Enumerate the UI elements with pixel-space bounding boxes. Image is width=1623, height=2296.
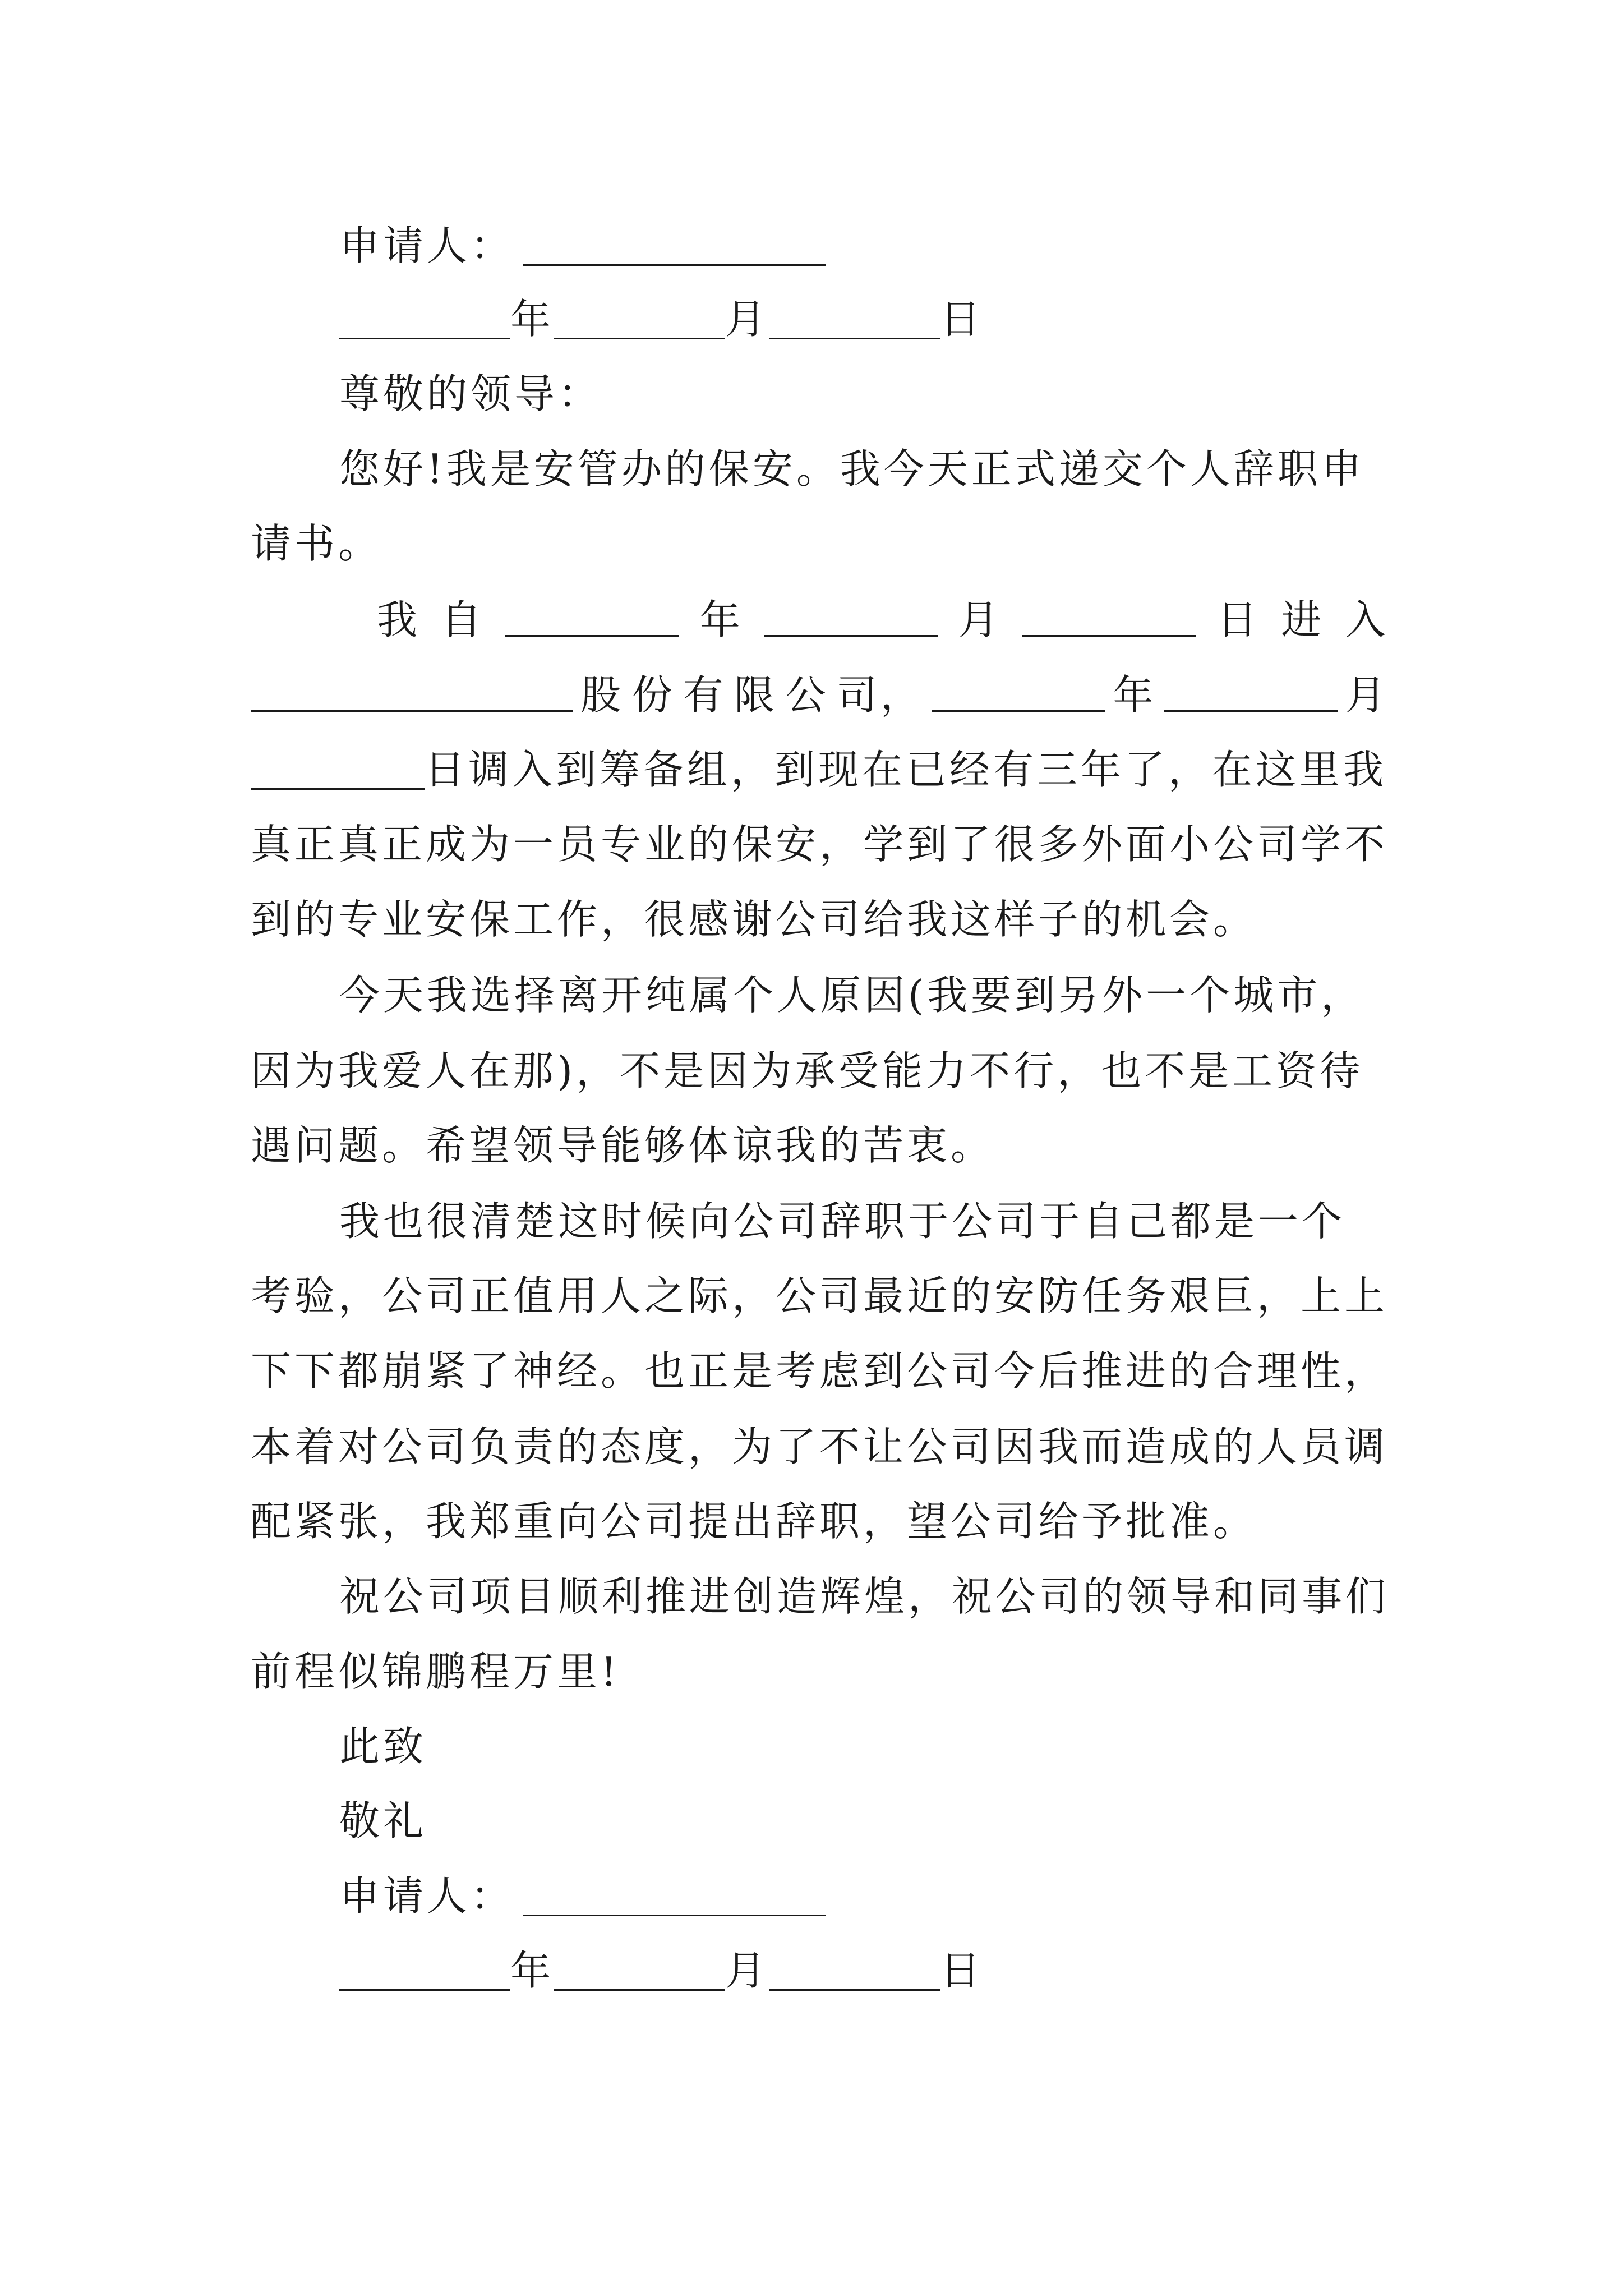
paragraph-2-line-3 <box>251 731 1389 808</box>
paragraph-5-line-1: 祝公司项目顺利推进创造辉煌，祝公司的领导和同事们 <box>339 1573 1390 1620</box>
month-label: 月 <box>725 1947 769 1994</box>
applicant-name-blank <box>523 1883 826 1916</box>
text-token: 月 <box>1345 671 1389 719</box>
year-label: 年 <box>510 1947 555 1994</box>
day-label: 日 <box>940 296 984 343</box>
paragraph-1-line-1: 您好!我是安管办的保安。我今天正式递交个人辞职申 <box>339 445 1365 493</box>
day-blank <box>769 1958 940 1991</box>
paragraph-2-line-1 <box>251 581 1389 659</box>
header-applicant-line <box>251 207 1389 284</box>
paragraph-3-line-3: 遇问题。希望领导能够体谅我的苦衷。 <box>251 1122 995 1169</box>
applicant-label: 申请人： <box>339 222 515 269</box>
text-token: 日 <box>1216 596 1261 643</box>
start-day-blank <box>1022 604 1196 637</box>
text-token: 年 <box>1113 671 1157 719</box>
month-blank <box>554 1958 725 1991</box>
paragraph-4-line-2: 考验，公司正值用人之际，公司最近的安防任务艰巨，上上 <box>251 1272 1389 1319</box>
applicant-name-blank <box>523 233 826 266</box>
closing-line-2: 敬礼 <box>339 1797 427 1844</box>
month-label: 月 <box>725 296 769 343</box>
footer-date-line <box>251 1932 1389 2009</box>
text-token: 月 <box>958 596 1002 643</box>
text-token: 进 <box>1281 596 1325 643</box>
day-label: 日 <box>940 1947 984 1994</box>
salutation: 尊敬的领导： <box>339 370 602 417</box>
paragraph-4-line-4: 本着对公司负责的态度，为了不让公司因我而造成的人员调 <box>251 1423 1389 1470</box>
year-blank <box>339 1958 510 1991</box>
paragraph-2-line-2 <box>251 656 1389 734</box>
text-token: 我 <box>377 596 421 643</box>
text-token: 股 <box>580 671 625 719</box>
text-token: 公 <box>785 671 829 719</box>
year-label: 年 <box>510 296 555 343</box>
start-year-blank <box>505 604 679 637</box>
paragraph-5-line-2: 前程似锦鹏程万里! <box>251 1648 620 1695</box>
transfer-month-blank <box>1164 679 1338 712</box>
transfer-day-blank <box>251 757 425 790</box>
transfer-year-blank <box>932 679 1105 712</box>
text-token: 份 <box>631 671 676 719</box>
start-month-blank <box>764 604 938 637</box>
text-token: 年 <box>699 596 744 643</box>
paragraph-3-line-2: 因为我爱人在那)，不是因为承受能力不行，也不是工资待 <box>251 1047 1364 1094</box>
paragraph-4-line-5: 配紧张，我郑重向公司提出辞职，望公司给予批准。 <box>251 1498 1257 1545</box>
day-blank <box>769 306 940 339</box>
month-blank <box>554 306 725 339</box>
paragraph-2-line-5: 到的专业安保工作，很感谢公司给我这样子的机会。 <box>251 896 1257 943</box>
text-token: 入 <box>1345 596 1389 643</box>
company-name-blank <box>251 679 573 712</box>
paragraph-2-line-4: 真正真正成为一员专业的保安，学到了很多外面小公司学不 <box>251 821 1389 868</box>
applicant-label: 申请人： <box>339 1872 515 1920</box>
paragraph-2-line-3-text: 日调入到筹备组，到现在已经有三年了，在这里我 <box>425 746 1387 793</box>
paragraph-4-line-1: 我也很清楚这时候向公司辞职于公司于自己都是一个 <box>339 1198 1346 1245</box>
text-token: 有 <box>683 671 727 719</box>
text-token: 司， <box>836 671 924 719</box>
text-token: 自 <box>441 596 485 643</box>
year-blank <box>339 306 510 339</box>
closing-line-1: 此致 <box>339 1723 427 1770</box>
header-date-line <box>251 280 1389 358</box>
paragraph-1-line-2: 请书。 <box>251 520 382 567</box>
paragraph-3-line-1: 今天我选择离开纯属个人原因(我要到另外一个城市， <box>339 972 1365 1019</box>
footer-applicant-line <box>251 1857 1389 1935</box>
paragraph-4-line-3: 下下都崩紧了神经。也正是考虑到公司今后推进的合理性， <box>251 1347 1389 1395</box>
text-token: 限 <box>734 671 778 719</box>
